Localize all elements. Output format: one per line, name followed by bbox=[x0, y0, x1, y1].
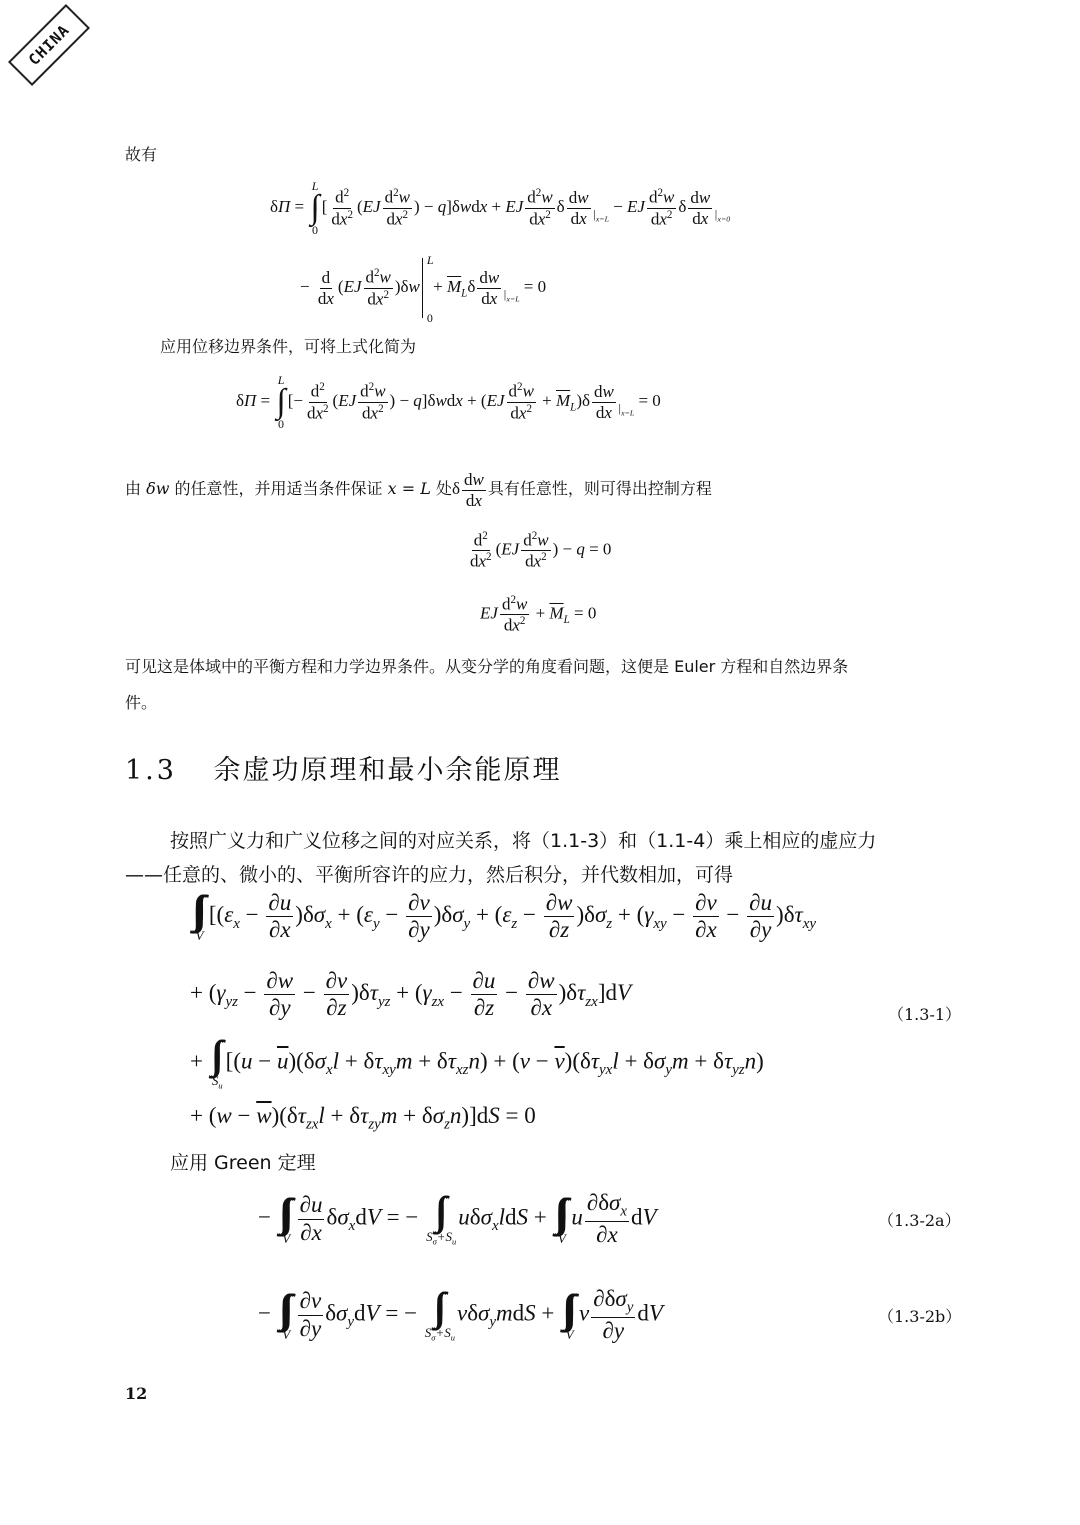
equation-delta-pi-full-line1: δΠ = L ∫ 0 [ $\frac{d^2}{dx^2}$ (EJ $\frac{d^2w}{dx^2}$ ) − q]δwdx + EJ $\frac{d^2w}{dx^2}$ δ $\frac{dw}{dx}$ $|_{x=L}$ − EJ $\frac{d^2w}{dx^2}$ δ $\frac{dw}{dx}$ $|_{x=0}$ bbox=[270, 179, 731, 238]
section-title: 余虚功原理和最小余能原理 bbox=[213, 755, 562, 786]
equation-delta-pi-full-line2: − $\frac{d}{dx}$ (EJ $\frac{d^2w}{dx^2}$ )δw L 0 + $\overline{M}_L\delta$ $\frac{dw}{dx}$ $|_{x=L} = 0$ bbox=[300, 253, 547, 325]
equation-1-3-1-line3: + ∫∫ $S_u$ [$(u - \overline{u})(\delta\sigma_xl + \delta\tau_{xy}m + \delta\tau_{xz}n) + (v - \overline{v})(\delta\tau_{yx}l + \delta\sigma_ym + \delta\tau_{yz}n)$ bbox=[190, 1032, 764, 1091]
equation-1-3-2a: − ∫∫∫ V $\frac{\partial u}{\partial x}$ $\delta\sigma_xdV$ = − ∫∫ $S_\sigma+S_u$ uδσ$_x$ldS + ∫∫∫ V u $\partial\delta\sigma_x$ ∂x dV bbox=[258, 1188, 657, 1247]
china-stamp: CHINA bbox=[8, 4, 90, 86]
text-green: 应用 Green 定理 bbox=[170, 1152, 316, 1174]
text-apply-bc: 应用位移边界条件，可将上式化简为 bbox=[160, 337, 417, 356]
equation-label-1-3-2a: （1.3-2a） bbox=[878, 1211, 961, 1230]
text-arbitrariness: 由 δw 的任意性，并用适当条件保证 x = L 处δ $\frac{dw}{dx}$ 具有任意性，则可得出控制方程 bbox=[125, 470, 712, 510]
equation-label-1-3-1: （1.3-1） bbox=[888, 1005, 962, 1024]
section-heading bbox=[125, 748, 562, 787]
page-number: 12 bbox=[125, 1384, 148, 1403]
equation-1-3-2b: − ∫∫∫ V $\frac{\partial v}{\partial y}$ $\delta\sigma_ydV$ = − ∫∫ $S_\sigma+S_u$ vδσ$_y$mdS + ∫∫∫ V v $\partial\delta\sigma_y$ ∂y dV bbox=[258, 1284, 663, 1343]
text-guyou: 故有 bbox=[125, 145, 158, 164]
text-conclusion-2: 件。 bbox=[125, 693, 158, 712]
text-conclusion-1: 可见这是体域中的平衡方程和力学边界条件。从变分学的角度看问题，这便是 Euler 方程和自然边界条 bbox=[125, 657, 849, 676]
equation-label-1-3-2b: （1.3-2b） bbox=[878, 1307, 962, 1326]
equation-1-3-1-line1: ∫∫∫ V [($\varepsilon_x$ − $\frac{\partial u}{\partial x}$ )$\delta\sigma_x + (\varepsilon_y$ − $\frac{\partial v}{\partial y}$ )$\delta\sigma_y + (\varepsilon_z$ − $\frac{\partial w}{\partial z}$ )$\delta\sigma_z + (\gamma_{xy}$ − $\frac{\partial v}{\partial x}$ − $\frac{\partial u}{\partial y}$ )$\delta\tau_{xy}$ bbox=[192, 887, 817, 944]
equation-delta-pi-simplified: δΠ = L ∫ 0 [− $\frac{d^2}{dx^2}$ (EJ $\frac{d^2w}{dx^2}$ ) − q]δwdx + (EJ $\frac{d^2w}{dx^2}$ + $\overline{M}_L)\delta$ $\frac{dw}{dx}$ $|_{x=L} = 0$ bbox=[236, 373, 661, 432]
equation-governing: $\frac{d^2}{dx^2}$ (EJ $\frac{d^2w}{dx^2}$ ) − q = 0 bbox=[470, 530, 612, 571]
section-number: 1.3 bbox=[125, 755, 177, 786]
equation-boundary: EJ $\frac{d^2w}{dx^2}$ + $\overline{M}_L = 0$ bbox=[480, 594, 597, 635]
text-intro-2: ——任意的、微小的、平衡所容许的应力，然后积分，并代数相加，可得 bbox=[125, 864, 734, 886]
text-intro-1: 按照广义力和广义位移之间的对应关系，将（1.1-3）和（1.1-4）乘上相应的虚应力 bbox=[170, 830, 877, 852]
equation-1-3-1-line2: + ($\gamma_{yz}$ − $\frac{\partial w}{\partial y}$ − $\frac{\partial v}{\partial z}$ )$\delta\tau_{yz} + (\gamma_{zx}$ − $\frac{\partial u}{\partial z}$ − $\frac{\partial w}{\partial x}$ )$\delta\tau_{zx}]dV$ bbox=[190, 968, 632, 1021]
equation-1-3-1-line4: + $(w - \overline{w})(\delta\tau_{zx}l + \delta\tau_{zy}m + \delta\sigma_zn)]dS = 0$ bbox=[190, 1103, 536, 1133]
